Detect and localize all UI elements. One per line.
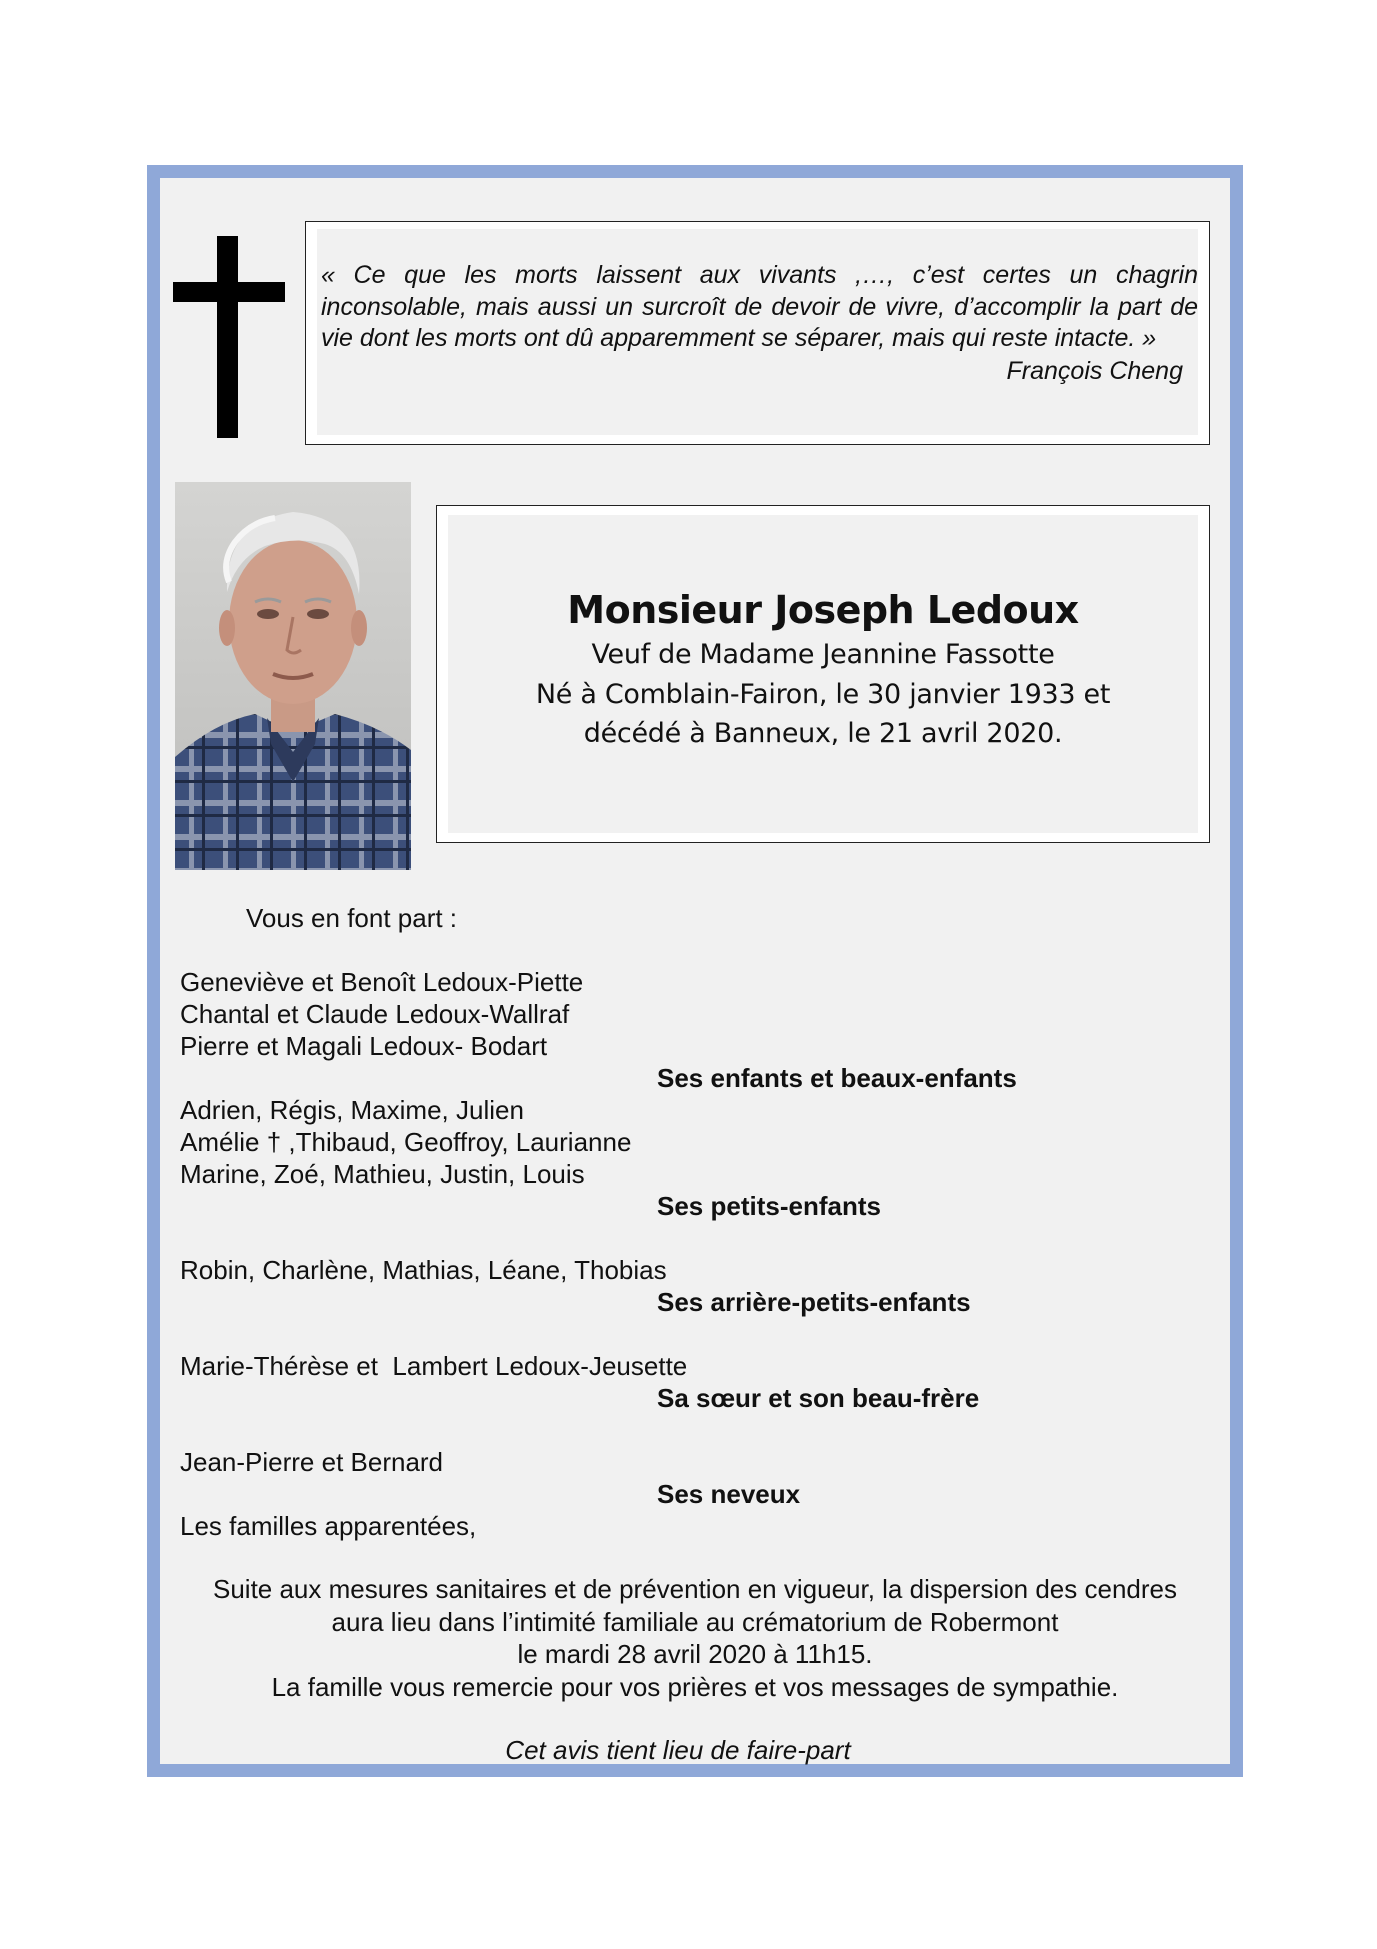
intro-text: Vous en font part : bbox=[246, 903, 458, 933]
children-label: Ses enfants et beaux-enfants bbox=[657, 1063, 1017, 1093]
announcement-line-2: aura lieu dans l’intimité familiale au crématorium de Robermont bbox=[331, 1606, 1059, 1637]
grandchildren-label: Ses petits-enfants bbox=[657, 1191, 881, 1221]
death-line: décédé à Banneux, le 21 avril 2020. bbox=[583, 718, 1063, 749]
grandchildren-line-1: Adrien, Régis, Maxime, Julien bbox=[180, 1095, 524, 1125]
announcement bbox=[147, 1573, 1243, 1703]
children-line-1: Geneviève et Benoît Ledoux-Piette bbox=[180, 967, 584, 997]
announcement-line-4: La famille vous remercie pour vos prières et vos messages de sympathie. bbox=[271, 1671, 1119, 1702]
birth-line: Né à Comblain-Fairon, le 30 janvier 1933 et bbox=[535, 678, 1111, 710]
great-grandchildren-label: Ses arrière-petits-enfants bbox=[657, 1287, 971, 1317]
name-box bbox=[436, 505, 1210, 843]
grandchildren-line-2: Amélie † ,Thibaud, Geoffroy, Laurianne bbox=[180, 1127, 632, 1157]
widower-line: Veuf de Madame Jeannine Fassotte bbox=[591, 639, 1055, 670]
children-line-2: Chantal et Claude Ledoux-Wallraf bbox=[180, 999, 570, 1029]
children-line-3: Pierre et Magali Ledoux- Bodart bbox=[180, 1031, 548, 1061]
quote-text: « Ce que les morts laissent aux vivants ,…, c’est certes un chagrin inconsolable, mais aussi un surcroît de devoir de vivre, d’accomplir la part de vie dont les morts ont dû apparemment se séparer, mais qui reste intacte. » bbox=[321, 261, 1198, 352]
sister-line-1: Marie-Thérèse et Lambert Ledoux-Jeusette bbox=[180, 1351, 688, 1381]
portrait-photo bbox=[175, 482, 411, 870]
related-families: Les familles apparentées, bbox=[180, 1511, 477, 1541]
quote-box bbox=[305, 221, 1210, 445]
grandchildren-line-3: Marine, Zoé, Mathieu, Justin, Louis bbox=[180, 1159, 585, 1189]
sister-label: Sa sœur et son beau-frère bbox=[657, 1383, 980, 1413]
great-grandchildren-line-1: Robin, Charlène, Mathias, Léane, Thobias bbox=[180, 1255, 667, 1285]
nephews-line-1: Jean-Pierre et Bernard bbox=[180, 1447, 444, 1477]
deceased-name: Monsieur Joseph Ledoux bbox=[567, 588, 1079, 632]
announcement-line-1: Suite aux mesures sanitaires et de prévention en vigueur, la dispersion des cendres bbox=[212, 1574, 1177, 1604]
closing-note: Cet avis tient lieu de faire-part bbox=[505, 1735, 851, 1765]
quote-author: François Cheng bbox=[1006, 356, 1183, 385]
nephews-label: Ses neveux bbox=[657, 1479, 801, 1509]
announcement-line-3: le mardi 28 avril 2020 à 11h15. bbox=[517, 1639, 873, 1669]
